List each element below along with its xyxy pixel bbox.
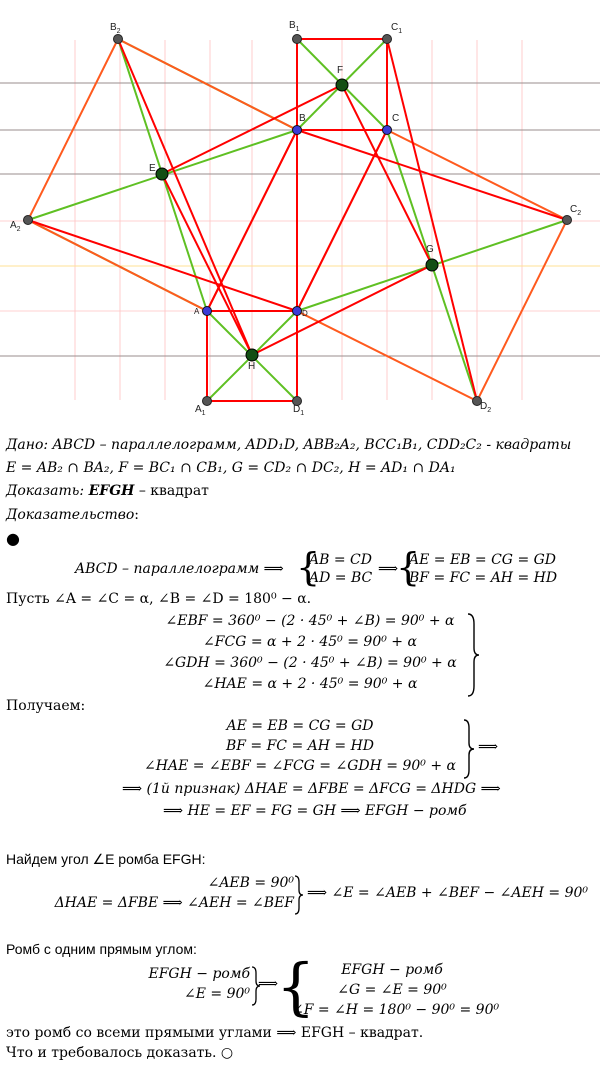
label-e: E [149,163,156,174]
sys1-row2: AD = BC [309,570,373,586]
implies-arrow: ⟹ [378,561,399,577]
point-h [246,349,258,361]
system-1 [309,552,372,588]
label-g: G [426,244,434,255]
prove-line: Доказать: EFGH – квадрат [6,483,209,499]
eq-row1: AE = EB = CG = GD [226,718,374,734]
label-b1: $B_1$ [289,20,300,33]
find-angle-line: Найдем угол ∠E ромба EFGH: [6,851,206,867]
rres-row2: ∠G = ∠E = 90⁰ [337,982,447,998]
point-c1 [383,35,392,44]
point-f [336,79,348,91]
system-2 [409,552,557,588]
rhomb-row2: ∠E = 90⁰ [183,986,250,1002]
label-c2: $C_2$ [570,204,582,217]
label-a1: $A_1$ [195,404,206,417]
label-f: F [337,65,344,76]
label-a2: $A_2$ [10,220,21,233]
implies-arrow-2: ⟹ [478,739,499,755]
point-c [383,126,392,135]
given-line-1: Дано: ABCD – параллелограмм, ADD₁D, ABB₂A₂, BCC₁B₁, CDD₂C₂ - квадраты [6,437,572,453]
brace-1: { [296,545,321,589]
point-b2 [114,35,123,44]
point-a1 [203,397,212,406]
bullet: ● [6,529,20,548]
parallelogram-statement: ABCD – параллелограмм ⟹ [75,561,284,577]
rhomb-result-system [292,962,500,1022]
triangles-line: ⟹ (1й признак) ΔHAE = ΔFBE = ΔFCG = ΔHDG ⟹ [122,781,501,797]
point-a2 [24,216,33,225]
right-brace-angles [466,612,480,698]
equality-system [130,718,470,778]
proof-label: Доказательство: [6,507,140,523]
all-right-angles-line: это ромб со всеми прямыми углами ⟹ EFGH – квадрат. [6,1025,424,1041]
find-result: ⟹ ∠E = ∠AEB + ∠BEF − ∠AEH = 90⁰ [307,885,588,901]
given-line-2: E = AB₂ ∩ BA₂, F = BC₁ ∩ CB₁, G = CD₂ ∩ DC₂, H = AD₁ ∩ DA₁ [6,460,456,476]
sys1-row1: AB = CD [309,552,372,568]
sys2-row2: BF = FC = AH = HD [409,570,558,586]
rhomb-row1: EFGH − ромб [148,966,250,982]
rhomb-system [100,966,250,1006]
label-b: B [299,113,306,124]
brace-2: { [396,545,421,589]
geometry-figure [0,0,600,430]
angle-gdh: ∠GDH = 360⁰ − (2 · 45⁰ + ∠B) = 90⁰ + α [163,655,457,671]
label-a: A [194,307,200,316]
point-b1 [293,35,302,44]
red-lines [28,39,567,401]
point-g [426,259,438,271]
point-d [293,307,302,316]
point-a [203,307,212,316]
rres-row1: EFGH − ромб [341,962,443,978]
brace-3: { [276,950,316,1023]
label-d1: $D_1$ [293,404,305,417]
rhombus-line: ⟹ HE = EF = FG = GH ⟹ EFGH − ромб [163,803,467,819]
angle-fcg: ∠FCG = α + 2 · 45⁰ = 90⁰ + α [203,634,417,650]
sys2-row1: AE = EB = CG = GD [409,552,557,568]
point-b [293,126,302,135]
get-line: Получаем: [6,698,86,714]
let-line: Пусть ∠A = ∠C = α, ∠B = ∠D = 180⁰ − α. [6,591,312,607]
label-b2: $B_2$ [110,22,121,35]
label-c1: $C_1$ [391,22,403,35]
qed-line: Что и требовалось доказать. ○ [6,1045,234,1061]
find-row2: ΔHAE = ΔFBE ⟹ ∠AEH = ∠BEF [54,895,294,911]
find-system [48,875,294,915]
angle-system [150,613,470,697]
find-row1: ∠AEB = 90⁰ [207,875,294,891]
right-brace-equalities [462,718,476,780]
eq-row2: BF = FC = AH = HD [225,738,375,754]
angle-ebf: ∠EBF = 360⁰ − (2 · 45⁰ + ∠B) = 90⁰ + α [165,613,455,629]
point-e [156,168,168,180]
label-d2: $D_2$ [480,401,492,414]
rres-row3: ∠F = ∠H = 180⁰ − 90⁰ = 90⁰ [292,1002,500,1018]
implies-arrow-3: ⟹ [258,976,279,992]
eq-row3: ∠HAE = ∠EBF = ∠FCG = ∠GDH = 90⁰ + α [144,758,456,774]
point-c2 [563,216,572,225]
angle-hae: ∠HAE = α + 2 · 45⁰ = 90⁰ + α [202,676,418,692]
right-brace-find [293,874,305,916]
one-right-angle-line: Ромб с одним прямым углом: [6,941,197,957]
label-c: C [392,113,400,124]
label-h: H [248,361,256,372]
label-d: D [302,309,308,318]
